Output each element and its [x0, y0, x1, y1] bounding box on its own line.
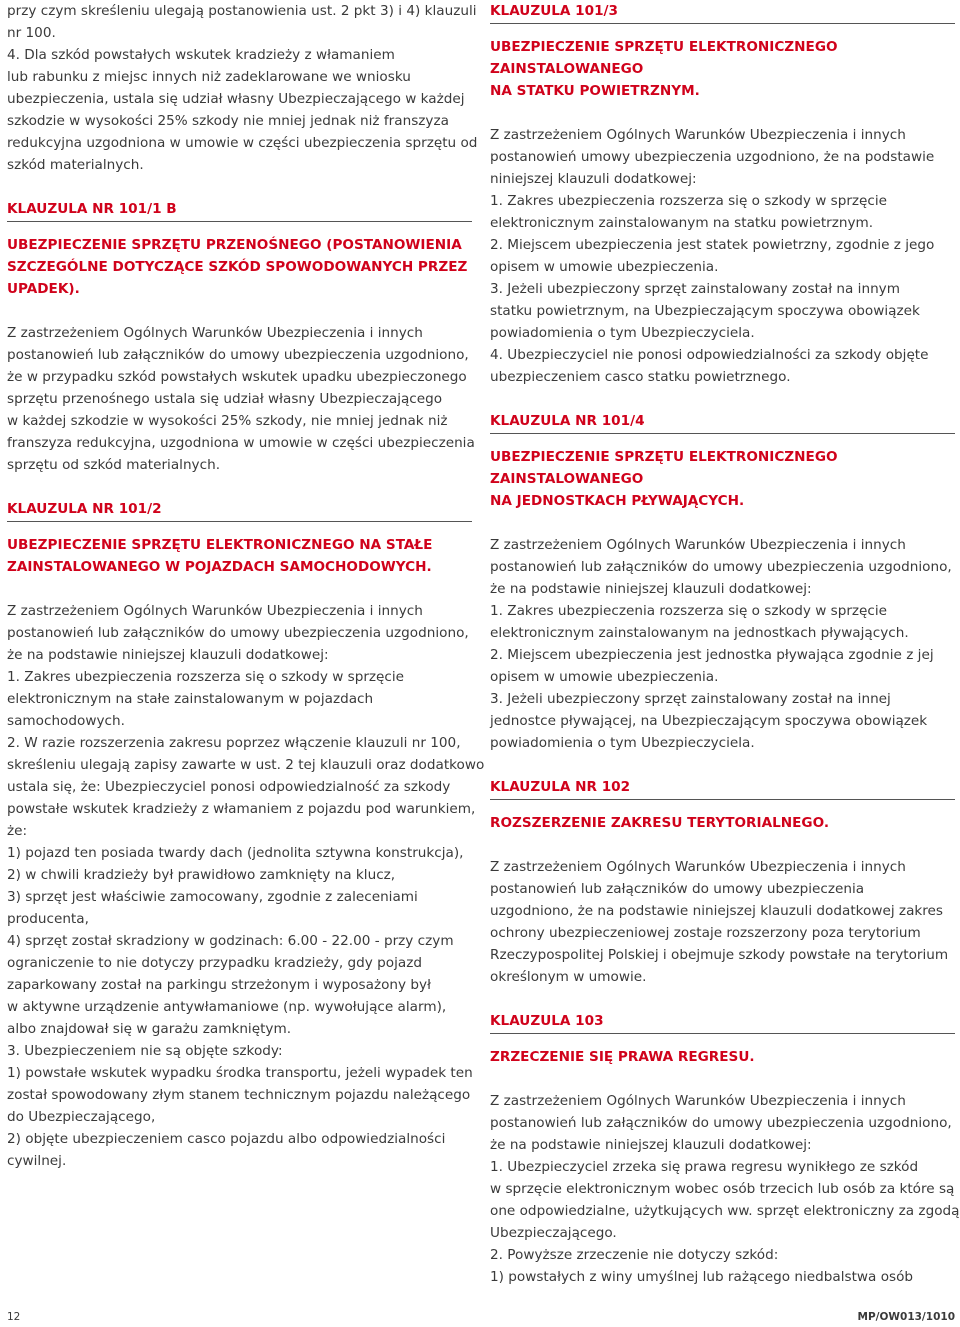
title-line: UBEZPIECZENIE SPRZĘTU PRZENOŚNEGO (POSTANOWIENIA — [7, 237, 462, 253]
clause-title — [490, 812, 955, 834]
text-line: określonym w umowie. — [490, 969, 647, 985]
text-line: Ubezpieczającego. — [490, 1225, 617, 1241]
clause-label: KLAUZULA 101/3 — [490, 3, 618, 19]
clause-label: KLAUZULA NR 101/4 — [490, 413, 645, 429]
text-line: franszyza redukcyjna, uzgodniona w umowie w części ubezpieczenia — [7, 435, 475, 451]
text-line: że na podstawie niniejszej klauzuli dodatkowej: — [490, 581, 812, 597]
text-line: 3. Jeżeli ubezpieczony sprzęt zainstalowany został na innej — [490, 691, 891, 707]
document-code: MP/OW013/1010 — [857, 1311, 955, 1323]
left-column — [7, 0, 485, 1172]
text-line: one odpowiedzialne, użytkujących ww. sprzęt elektroniczny za zgodą — [490, 1203, 960, 1219]
text-line: ochrony ubezpieczeniowej zostaje rozszerzony poza terytorium — [490, 925, 921, 941]
clause-title — [490, 1046, 955, 1068]
title-line: NA STATKU POWIETRZNYM. — [490, 83, 700, 99]
text-line: przy czym skreśleniu ulegają postanowienia ust. 2 pkt 3) i 4) klauzuli — [7, 3, 477, 19]
text-line: w sprzęcie elektronicznym wobec osób trzecich lub osób za które są — [490, 1181, 955, 1197]
text-line: Z zastrzeżeniem Ogólnych Warunków Ubezpieczenia i innych — [490, 859, 906, 875]
clause-label: KLAUZULA 103 — [490, 1013, 604, 1029]
text-line: postanowień lub załączników do umowy ubezpieczenia uzgodniono, — [490, 1115, 952, 1131]
text-line: 1) pojazd ten posiada twardy dach (jednolita sztywna konstrukcja), — [7, 845, 464, 861]
text-line: 3) sprzęt jest właściwie zamocowany, zgodnie z zaleceniami — [7, 889, 418, 905]
clause-body — [490, 124, 955, 388]
text-line: 3. Ubezpieczeniem nie są objęte szkody: — [7, 1043, 283, 1059]
text-line: postanowień umowy ubezpieczenia uzgodniono, że na podstawie — [490, 149, 935, 165]
clause-label: KLAUZULA NR 102 — [490, 779, 631, 795]
text-line: lub rabunku z miejsc innych niż zadeklarowane we wniosku — [7, 69, 411, 85]
text-line: uzgodniono, że na podstawie niniejszej klauzuli dodatkowej zakres — [490, 903, 944, 919]
text-line: 1) powstałe wskutek wypadku środka transportu, jeżeli wypadek ten — [7, 1065, 473, 1081]
text-line: 2. W razie rozszerzenia zakresu poprzez włączenie klauzuli nr 100, — [7, 735, 461, 751]
text-line: postanowień lub załączników do umowy ubezpieczenia — [490, 881, 865, 897]
text-line: szkód materialnych. — [7, 157, 144, 173]
text-line: że na podstawie niniejszej klauzuli dodatkowej: — [7, 647, 329, 663]
text-line: zaparkowany został na parkingu strzeżonym i wyposażony był — [7, 977, 431, 993]
clause-title — [490, 446, 955, 512]
text-line: 1) powstałych z winy umyślnej lub rażącego niedbalstwa osób — [490, 1269, 914, 1285]
text-line: opisem w umowie ubezpieczenia. — [490, 669, 719, 685]
title-line: ZAINSTALOWANEGO W POJAZDACH SAMOCHODOWYCH. — [7, 559, 432, 575]
clause-label: KLAUZULA NR 101/2 — [7, 501, 162, 517]
text-line: ograniczenie to nie dotyczy przypadku kradzieży, gdy pojazd — [7, 955, 422, 971]
clause-101-2 — [7, 498, 485, 1172]
text-line: 1. Ubezpieczyciel zrzeka się prawa regresu wynikłego ze szkód — [490, 1159, 919, 1175]
text-line: sprzętu od szkód materialnych. — [7, 457, 221, 473]
text-line: Z zastrzeżeniem Ogólnych Warunków Ubezpieczenia i innych — [490, 537, 906, 553]
text-line: postanowień lub załączników do umowy ubezpieczenia uzgodniono, — [490, 559, 952, 575]
text-line: że: — [7, 823, 28, 839]
text-line: postanowień lub załączników do umowy ubezpieczenia uzgodniono, — [7, 625, 469, 641]
title-line: UBEZPIECZENIE SPRZĘTU ELEKTRONICZNEGO ZAINSTALOWANEGO — [490, 39, 838, 77]
text-line: powstałe wskutek kradzieży z włamaniem z pojazdu pod warunkiem, — [7, 801, 476, 817]
text-line: Z zastrzeżeniem Ogólnych Warunków Ubezpieczenia i innych — [490, 1093, 906, 1109]
title-line: UBEZPIECZENIE SPRZĘTU ELEKTRONICZNEGO NA STAŁE — [7, 537, 433, 553]
title-line: ZRZECZENIE SIĘ PRAWA REGRESU. — [490, 1049, 755, 1065]
text-line: sprzętu przenośnego ustala się udział własny Ubezpieczającego — [7, 391, 443, 407]
text-line: cywilnej. — [7, 1153, 67, 1169]
page-number: 12 — [7, 1311, 21, 1323]
clause-label: KLAUZULA NR 101/1 B — [7, 201, 177, 217]
clause-101-3 — [490, 0, 955, 388]
text-line: elektronicznym zainstalowanym na statku powietrznym. — [490, 215, 874, 231]
title-line: UBEZPIECZENIE SPRZĘTU ELEKTRONICZNEGO ZAINSTALOWANEGO — [490, 449, 838, 487]
text-line: 1. Zakres ubezpieczenia rozszerza się o szkody w sprzęcie — [490, 603, 888, 619]
text-line: 2) objęte ubezpieczeniem casco pojazdu albo odpowiedzialności — [7, 1131, 446, 1147]
clause-103 — [490, 1010, 960, 1288]
clause-body — [490, 1090, 960, 1288]
text-line: do Ubezpieczającego, — [7, 1109, 156, 1125]
text-line: albo znajdował się w garażu zamkniętym. — [7, 1021, 292, 1037]
text-line: 1. Zakres ubezpieczenia rozszerza się o szkody w sprzęcie — [490, 193, 888, 209]
text-line: 4) sprzęt został skradziony w godzinach: 6.00 - 22.00 - przy czym — [7, 933, 454, 949]
clause-101-1b — [7, 198, 475, 476]
text-line: postanowień lub załączników do umowy ubezpieczenia uzgodniono, — [7, 347, 469, 363]
text-line: 4. Dla szkód powstałych wskutek kradzieży z włamaniem — [7, 47, 395, 63]
clause-title — [7, 234, 472, 300]
title-line: UPADEK). — [7, 281, 80, 297]
text-line: 4. Ubezpieczyciel nie ponosi odpowiedzialności za szkody objęte — [490, 347, 929, 363]
text-line: samochodowych. — [7, 713, 125, 729]
clause-title — [490, 36, 955, 102]
text-line: 1. Zakres ubezpieczenia rozszerza się o szkody w sprzęcie — [7, 669, 405, 685]
text-line: jednostce pływającej, na Ubezpieczającym spoczywa obowiązek — [490, 713, 928, 729]
text-line: elektronicznym na stałe zainstalowanym w pojazdach — [7, 691, 374, 707]
text-line: niniejszej klauzuli dodatkowej: — [490, 171, 697, 187]
right-column — [490, 0, 960, 1288]
title-line: SZCZEGÓLNE DOTYCZĄCE SZKÓD SPOWODOWANYCH PRZEZ — [7, 259, 468, 275]
text-line: elektronicznym zainstalowanym na jednostkach pływających. — [490, 625, 909, 641]
clause-body — [490, 856, 955, 988]
text-line: Z zastrzeżeniem Ogólnych Warunków Ubezpieczenia i innych — [7, 325, 423, 341]
text-line: powiadomienia o tym Ubezpieczyciela. — [490, 325, 755, 341]
text-line: Z zastrzeżeniem Ogólnych Warunków Ubezpieczenia i innych — [490, 127, 906, 143]
clause-body — [7, 600, 485, 1172]
text-line: producenta, — [7, 911, 89, 927]
title-line: NA JEDNOSTKACH PŁYWAJĄCYCH. — [490, 493, 745, 509]
text-line: 3. Jeżeli ubezpieczony sprzęt zainstalowany został na innym — [490, 281, 900, 297]
text-line: 2. Miejscem ubezpieczenia jest statek powietrzny, zgodnie z jego — [490, 237, 935, 253]
text-line: szkodzie w wysokości 25% szkody nie mniej jednak niż franszyza — [7, 113, 449, 129]
text-line: Z zastrzeżeniem Ogólnych Warunków Ubezpieczenia i innych — [7, 603, 423, 619]
text-line: 2. Powyższe zrzeczenie nie dotyczy szkód: — [490, 1247, 779, 1263]
text-line: 2. Miejscem ubezpieczenia jest jednostka pływająca zgodnie z jej — [490, 647, 934, 663]
clause-body — [7, 322, 475, 476]
text-line: statku powietrznym, na Ubezpieczającym spoczywa obowiązek — [490, 303, 920, 319]
text-line: 2) w chwili kradzieży był prawidłowo zamknięty na klucz, — [7, 867, 396, 883]
text-line: skreśleniu ulegają zapisy zawarte w ust. 2 tej klauzuli oraz dodatkowo — [7, 757, 485, 773]
clause-body — [490, 534, 955, 754]
text-line: w każdej szkodzie w wysokości 25% szkody, nie mniej jednak niż — [7, 413, 448, 429]
clause-101-4 — [490, 410, 955, 754]
text-line: nr 100. — [7, 25, 56, 41]
title-line: ROZSZERZENIE ZAKRESU TERYTORIALNEGO. — [490, 815, 830, 831]
text-line: że w przypadku szkód powstałych wskutek upadku ubezpieczonego — [7, 369, 467, 385]
text-line: redukcyjna uzgodniona w umowie w części ubezpieczenia sprzętu od — [7, 135, 478, 151]
text-line: w aktywne urządzenie antywłamaniowe (np. wywołujące alarm), — [7, 999, 447, 1015]
text-line: ubezpieczenia, ustala się udział własny Ubezpieczającego w każdej — [7, 91, 465, 107]
text-line: że na podstawie niniejszej klauzuli dodatkowej: — [490, 1137, 812, 1153]
text-line: powiadomienia o tym Ubezpieczyciela. — [490, 735, 755, 751]
text-line: opisem w umowie ubezpieczenia. — [490, 259, 719, 275]
clause-title — [7, 534, 472, 578]
text-line: został spowodowany złym stanem technicznym pojazdu należącego — [7, 1087, 471, 1103]
text-line: Rzeczypospolitej Polskiej i obejmuje szkody powstałe na terytorium — [490, 947, 949, 963]
clause-102 — [490, 776, 955, 988]
text-line: ubezpieczeniem casco statku powietrznego. — [490, 369, 791, 385]
text-line: ustala się, że: Ubezpieczyciel ponosi odpowiedzialność za szkody — [7, 779, 451, 795]
intro-paragraph — [7, 0, 478, 176]
